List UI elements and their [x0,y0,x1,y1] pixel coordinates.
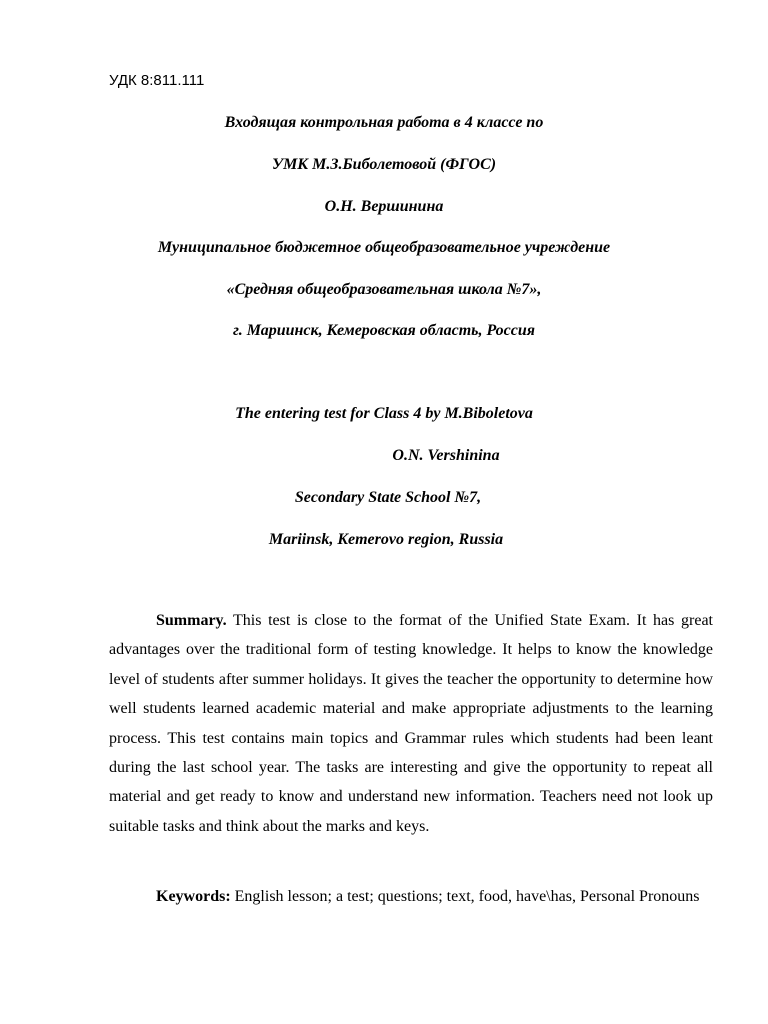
keywords-paragraph [109,882,713,911]
ru-author: О.Н. Вершинина [324,198,444,215]
ru-institution-line-2: «Средняя общеобразовательная школа №7», [226,281,542,298]
ru-title-line-2: УМК М.З.Биболетовой (ФГОС) [271,156,497,173]
summary-label: Summary. [156,612,227,629]
ru-title-line-1: Входящая контрольная работа в 4 классе по [224,114,544,131]
summary-text: This test is close to the format of the Unified State Exam. It has great advantages over the traditional form of testing knowledge. It helps to know the knowledge level of students after summer holidays. It gives the teacher the opportunity to determine how well students learned academic material and make appropriate adjustments to the learning process. This test contains main topics and Grammar rules which students had been leant during the last school year. The tasks are interesting and give the opportunity to repeat all material and get ready to know and understand new information. Teachers need not look up suitable tasks and think about the marks and keys. [109,612,713,835]
en-author: O.N. Vershinina [392,447,500,464]
en-school: Secondary State School №7, [294,489,482,506]
ru-location: г. Мариинск, Кемеровская область, Россия [233,322,535,339]
keywords-label: Keywords: [156,888,231,905]
ru-institution-line-1: Муниципальное бюджетное общеобразовательное учреждение [157,239,611,256]
summary-paragraph [109,606,713,841]
en-title: The entering test for Class 4 by M.Biboletova [235,405,533,422]
keywords-text: English lesson; a test; questions; text, food, have\has, Personal Pronouns [230,888,700,905]
en-location: Mariinsk, Kemerovo region, Russia [268,531,504,548]
udk-code: УДК 8:811.111 [109,72,205,89]
